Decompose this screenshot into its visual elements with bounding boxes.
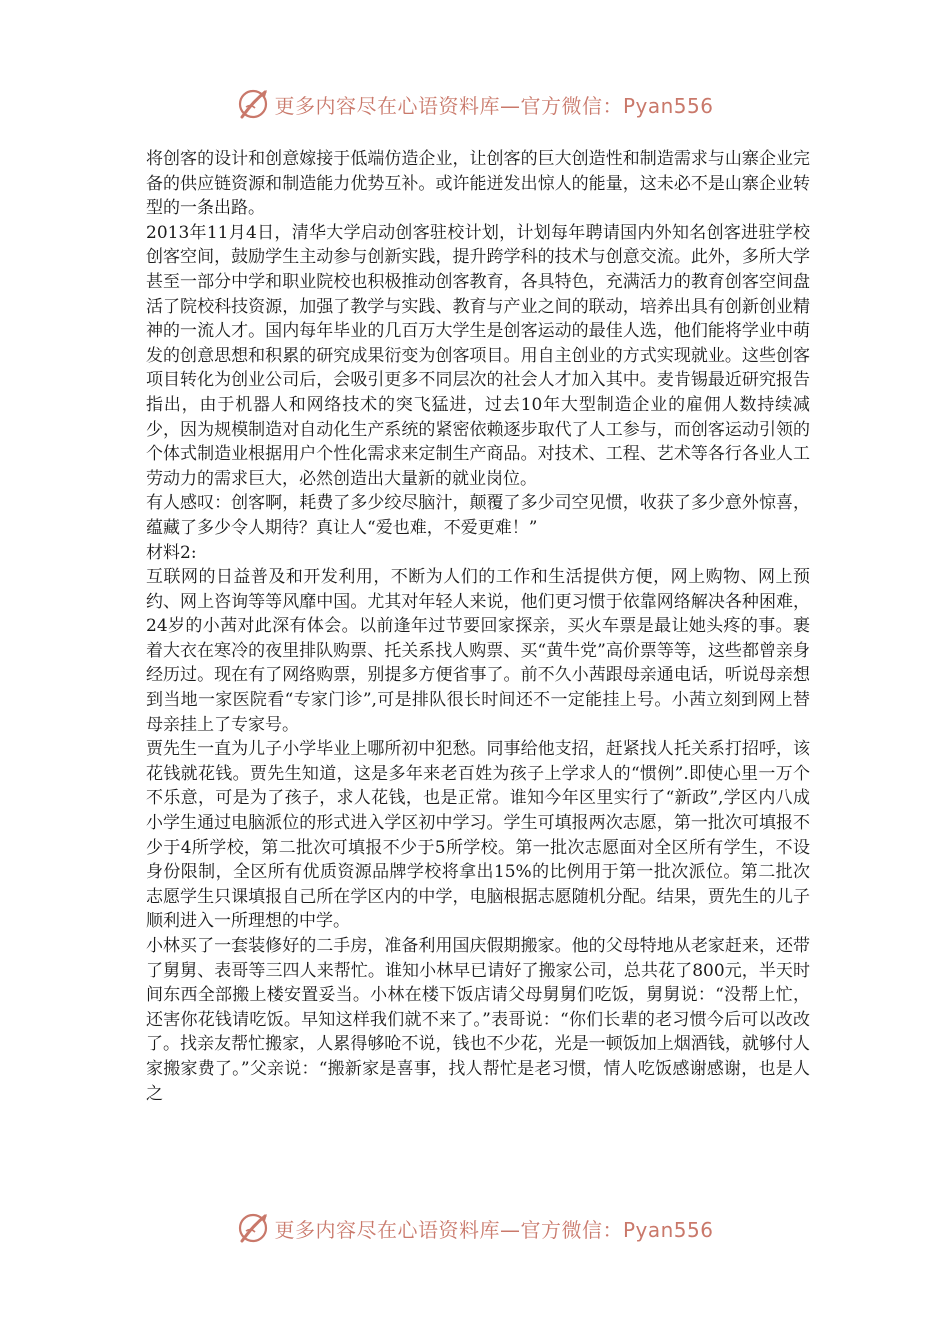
paragraph: 2013年11月4日，清华大学启动创客驻校计划，计划每年聘请国内外知名创客进驻学校创客空间，鼓励学生主动参与创新实践，提升跨学科的技术与创意交流。此外，多所大学甚至一部分中学和职业院校也积极推动创客教育，各具特色，充满活力的教育创客空间盘活了院校科技资源，加强了教学与实践、教育与产业之间的联动，培养出具有创新创业精神的一流人才。国内每年毕业的几百万大学生是创客运动的最佳人选，他们能将学业中萌发的创意思想和积累的研究成果衍变为创客项目。用自主创业的方式实现就业。这些创客项目转化为创业公司后，会吸引更多不同层次的社会人才加入其中。麦肯锡最近研究报告指出，由于机器人和网络技术的突飞猛进，过去10年大型制造企业的雇佣人数持续减少，因为规模制造对自动化生产系统的紧密依赖逐步取代了人工参与，而创客运动引领的个体式制造业根据用户个性化需求来定制生产商品。对技术、工程、艺术等各行各业人工劳动力的需求巨大，必然创造出大量新的就业岗位。: [146, 222, 810, 489]
pen-logo-icon: [236, 87, 270, 121]
paragraph: 互联网的日益普及和开发利用，不断为人们的工作和生活提供方便，网上购物、网上预约、网上咨询等等风靡中国。尤其对年轻人来说，他们更习惯于依靠网络解决各种困难，24岁的小茜对此深有体会。以前逢年过节要回家探亲，买火车票是最让她头疼的事。裹着大衣在寒冷的夜里排队购票、托关系找人购票、买“黄牛党”高价票等等，这些都曾亲身经历过。现在有了网络购票，别提多方便省事了。前不久小茜跟母亲通电话，听说母亲想到当地一家医院看“专家门诊”,可是排队很长时间还不一定能挂上号。小茜立刻到网上替母亲挂上了专家号。: [146, 567, 810, 735]
banner-text: 更多内容尽在心语资料库—官方微信：Pyan556: [274, 1217, 714, 1242]
paragraph: 贾先生一直为儿子小学毕业上哪所初中犯愁。同事给他支招，赶紧找人托关系打招呼，该花钱就花钱。贾先生知道，这是多年来老百姓为孩子上学求人的“惯例”.即使心里一万个不乐意，可是为了孩子，求人花钱，也是正常。谁知今年区里实行了“新政”,学区内八成小学生通过电脑派位的形式进入学区初中学习。学生可填报两次志愿，第一批次可填报不少于4所学校，第二批次可填报不少于5所学校。第一批次志愿面对全区所有学生，不设身份限制，全区所有优质资源品牌学校将拿出15%的比例用于第一批次派位。第二批次志愿学生只课填报自己所在学区内的中学，电脑根据志愿随机分配。结果，贾先生的儿子顺利进入一所理想的中学。: [146, 739, 810, 932]
paragraph: 将创客的设计和创意嫁接于低端仿造企业，让创客的巨大创造性和制造需求与山寨企业完备的供应链资源和制造能力优势互补。或许能迸发出惊人的能量，这未必不是山寨企业转型的一条出路。: [146, 149, 810, 219]
header-banner: [0, 84, 950, 124]
paragraph: 小林买了一套装修好的二手房，准备利用国庆假期搬家。他的父母特地从老家赶来，还带了舅舅、表哥等三四人来帮忙。谁知小林早已请好了搬家公司，总共花了800元，半天时间东西全部搬上楼安置妥当。小林在楼下饭店请父母舅舅们吃饭，舅舅说：“没帮上忙，还害你花钱请吃饭。早知这样我们就不来了。”表哥说：“你们长辈的老习惯今后可以改改了。找亲友帮忙搬家，人累得够呛不说，钱也不少花，光是一顿饭加上烟酒钱，就够付人家搬家费了。”父亲说：“搬新家是喜事，找人帮忙是老习惯，情人吃饭感谢感谢，也是人之: [146, 936, 810, 1104]
banner-text: 更多内容尽在心语资料库—官方微信：Pyan556: [274, 93, 714, 118]
footer-banner: [0, 1208, 950, 1248]
section-heading: 材料2:: [146, 542, 197, 563]
pen-logo-icon: [236, 1211, 270, 1245]
document-body: [146, 147, 810, 1106]
paragraph: 有人感叹：创客啊，耗费了多少绞尽脑汁，颠覆了多少司空见惯，收获了多少意外惊喜，蕴藏了多少令人期待？真让人“爱也难，不爱更难！”: [146, 493, 810, 538]
